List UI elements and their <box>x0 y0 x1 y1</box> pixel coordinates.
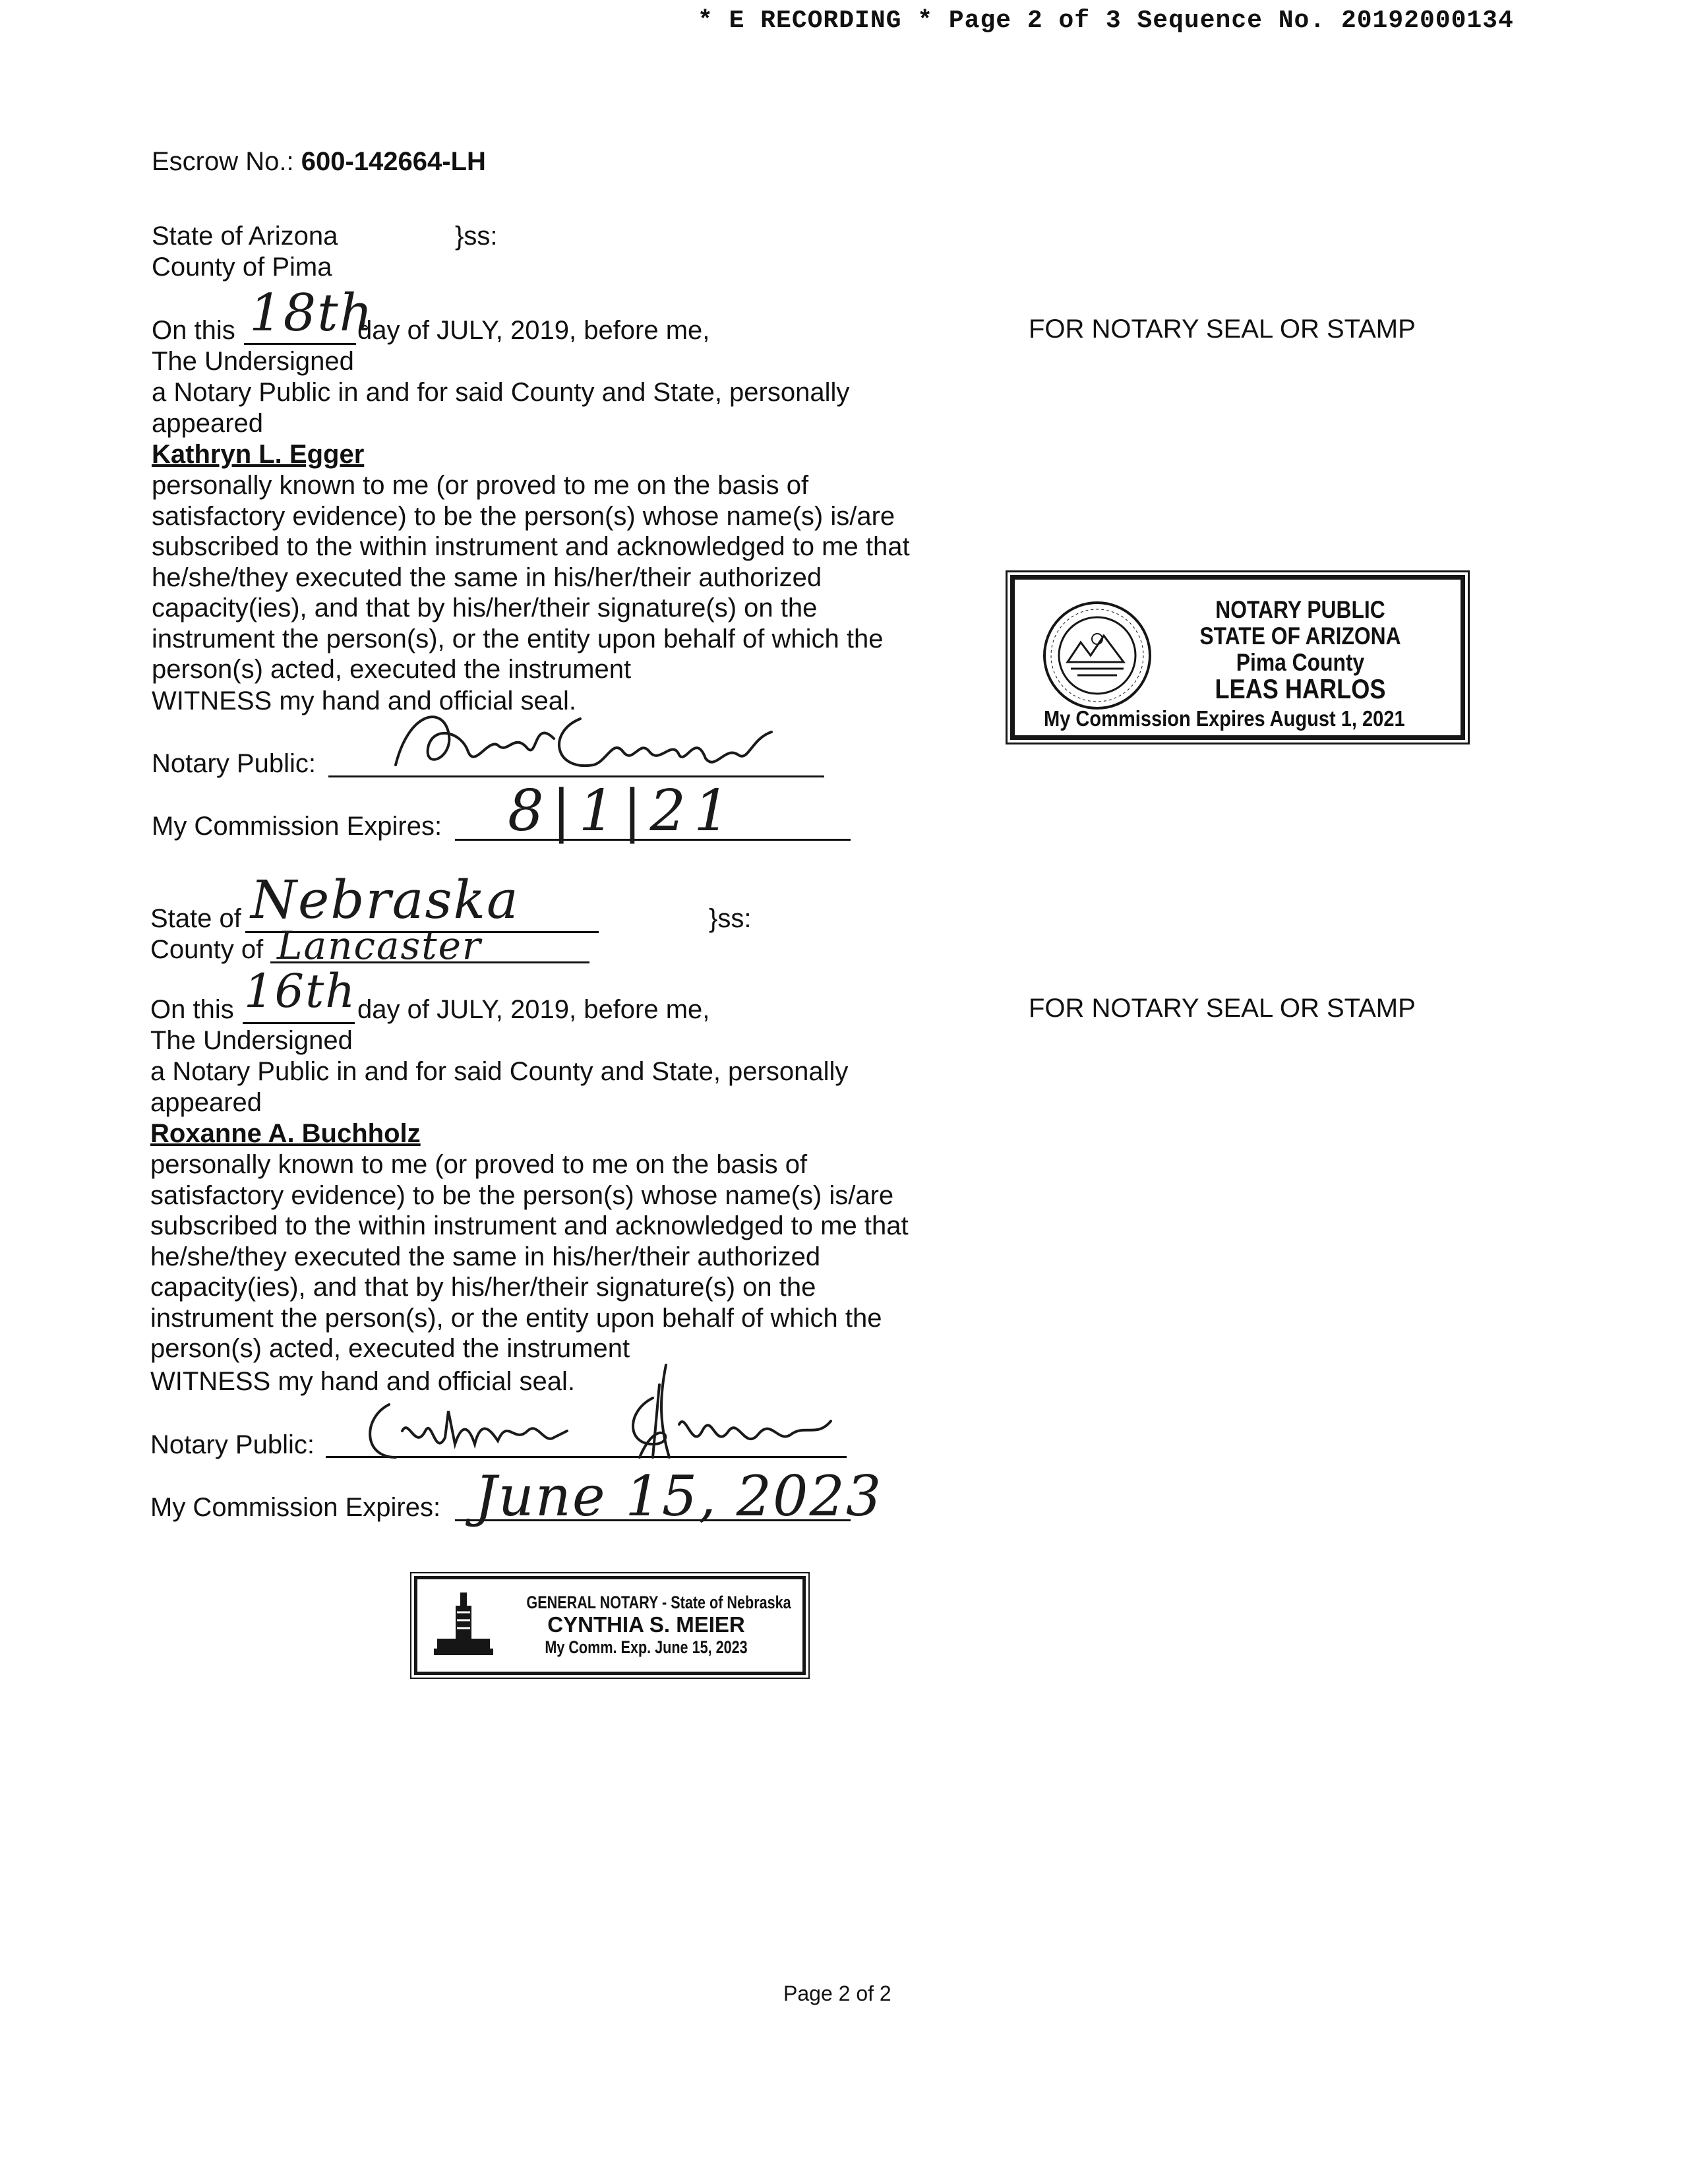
block1-undersigned: The Undersigned <box>152 347 354 376</box>
arizona-stamp-text <box>1168 597 1433 702</box>
block2-commission-handwritten: June 15, 2023 <box>475 1464 883 1529</box>
ack-line: instrument the person(s), or the entity upon behalf of which the <box>152 624 884 653</box>
ack-line: person(s) acted, executed the instrument <box>150 1334 630 1363</box>
block1-appeared: appeared <box>152 409 264 438</box>
stamp-notary-name: CYNTHIA S. MEIER <box>547 1612 745 1637</box>
ack-line: capacity(ies), and that by his/her/their signature(s) on the <box>150 1273 816 1302</box>
block2-day-underline <box>243 1022 355 1024</box>
block2-seal-placeholder: FOR NOTARY SEAL OR STAMP <box>1029 994 1416 1023</box>
block2-acknowledgment <box>150 1149 1027 1364</box>
block2-witness: WITNESS my hand and official seal. <box>150 1367 575 1396</box>
block2-commission-label: My Commission Expires: <box>150 1493 441 1522</box>
block2-undersigned: The Undersigned <box>150 1026 353 1055</box>
ack-line: instrument the person(s), or the entity upon behalf of which the <box>150 1303 882 1333</box>
block1-on-this-prefix: On this <box>152 316 235 345</box>
block1-commission-label: My Commission Expires: <box>152 812 442 841</box>
ack-line: capacity(ies), and that by his/her/their signature(s) on the <box>152 593 818 622</box>
stamp-line: Pima County <box>1236 649 1365 676</box>
escrow-label: Escrow No.: <box>152 147 294 176</box>
block1-signer-name: Kathryn L. Egger <box>152 440 365 469</box>
block2-county-prefix: County of <box>150 935 264 964</box>
block1-on-this-suffix: day of JULY, 2019, before me, <box>357 316 710 345</box>
ack-line: subscribed to the within instrument and acknowledged to me that <box>152 532 910 561</box>
ack-line: personally known to me (or proved to me on the basis of <box>150 1150 808 1179</box>
ack-line: satisfactory evidence) to be the person(s) whose name(s) is/are <box>152 501 895 531</box>
arizona-state-seal-icon <box>1041 599 1153 712</box>
block2-ss: }ss: <box>709 904 752 933</box>
block2-day-handwritten: 16th <box>244 964 357 1018</box>
block2-state-prefix: State of <box>150 904 241 933</box>
ack-line: personally known to me (or proved to me on the basis of <box>152 471 809 500</box>
ack-line: subscribed to the within instrument and acknowledged to me that <box>150 1211 909 1240</box>
stamp-line: NOTARY PUBLIC <box>1215 596 1385 623</box>
escrow-number: 600-142664-LH <box>301 147 486 176</box>
block1-acknowledgment <box>152 470 1029 685</box>
block1-state: State of Arizona <box>152 222 338 251</box>
stamp-line: GENERAL NOTARY - State of Nebraska <box>526 1592 791 1612</box>
block1-notary-public-line: a Notary Public in and for said County and State, personally <box>152 378 850 407</box>
block2-notary-public-line: a Notary Public in and for said County and State, personally <box>150 1057 849 1086</box>
block1-day-underline <box>244 343 356 345</box>
block1-notary-label: Notary Public: <box>152 749 316 778</box>
ack-line: satisfactory evidence) to be the person(s) whose name(s) is/are <box>150 1180 894 1210</box>
block2-on-this-prefix: On this <box>150 995 234 1024</box>
stamp-notary-name: LEAS HARLOS <box>1215 673 1386 704</box>
stamp-line: My Comm. Exp. June 15, 2023 <box>545 1637 748 1657</box>
block1-commission-handwritten: 8|1|21 <box>508 778 738 844</box>
escrow-line <box>152 146 486 177</box>
block1-county: County of Pima <box>152 253 332 282</box>
block2-notary-label: Notary Public: <box>150 1430 315 1459</box>
block1-witness: WITNESS my hand and official seal. <box>152 686 576 715</box>
block1-ss: }ss: <box>455 222 498 251</box>
block1-day-handwritten: 18th <box>249 284 374 343</box>
block2-county-handwritten: Lancaster <box>277 923 482 968</box>
arizona-notary-stamp <box>1010 575 1465 740</box>
recording-header: * E RECORDING * Page 2 of 3 Sequence No. 20192000134 <box>698 7 1514 35</box>
block2-signer-name: Roxanne A. Buchholz <box>150 1119 421 1148</box>
ack-line: he/she/they executed the same in his/her/their authorized <box>150 1242 821 1271</box>
page-number: Page 2 of 2 <box>783 1982 891 2005</box>
block1-seal-placeholder: FOR NOTARY SEAL OR STAMP <box>1029 315 1416 344</box>
nebraska-notary-stamp <box>414 1576 806 1675</box>
arizona-stamp-expires: My Commission Expires August 1, 2021 <box>1044 706 1405 731</box>
stamp-line: STATE OF ARIZONA <box>1199 622 1401 650</box>
nebraska-stamp-text <box>497 1591 796 1658</box>
capitol-building-icon <box>431 1586 497 1665</box>
block2-notary-signature <box>349 1358 877 1477</box>
block2-on-this-suffix: day of JULY, 2019, before me, <box>357 995 710 1024</box>
block2-state-handwritten: Nebraska <box>251 869 520 930</box>
ack-line: person(s) acted, executed the instrument <box>152 655 632 684</box>
block1-notary-signature <box>382 692 791 785</box>
block2-appeared: appeared <box>150 1088 262 1117</box>
ack-line: he/she/they executed the same in his/her/their authorized <box>152 562 822 592</box>
